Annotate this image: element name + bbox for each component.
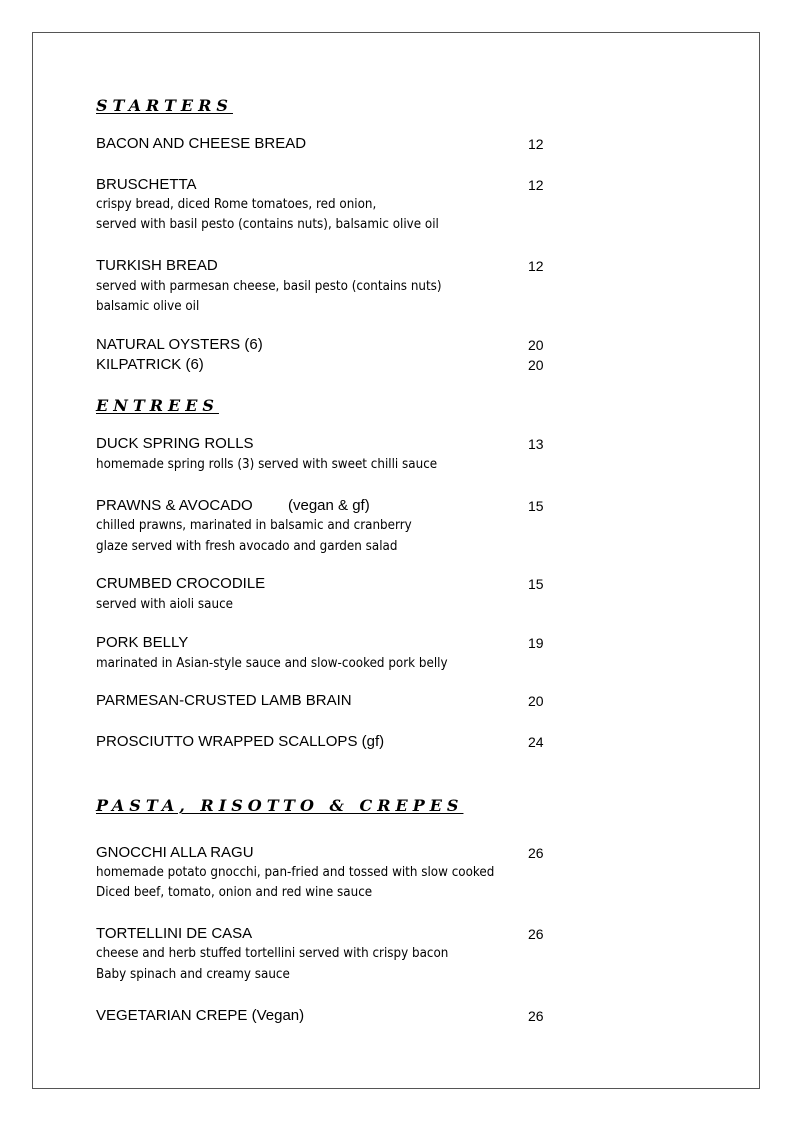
menu-item-price: 26 [528,845,544,861]
menu-item-description: chilled prawns, marinated in balsamic and cranberry [96,518,412,533]
menu-item-name: BRUSCHETTA [96,176,197,193]
menu-item-description: crispy bread, diced Rome tomatoes, red onion, [96,197,377,212]
menu-item-name: DUCK SPRING ROLLS [96,435,254,452]
section-heading-starters: STARTERS [96,96,233,115]
menu-item-price: 13 [528,436,544,452]
menu-item-price: 20 [528,357,544,373]
menu-item-name: TORTELLINI DE CASA [96,925,253,942]
menu-item-description: Diced beef, tomato, onion and red wine sauce [96,885,373,900]
menu-item-description: marinated in Asian-style sauce and slow-cooked pork belly [96,656,448,671]
menu-item-name: NATURAL OYSTERS (6) [96,336,263,353]
menu-item-dietary-tag: (vegan & gf) [288,497,370,514]
menu-item-description: cheese and herb stuffed tortellini served with crispy bacon [96,946,449,961]
menu-item-name: KILPATRICK (6) [96,356,204,373]
menu-item-name: PORK BELLY [96,634,189,651]
menu-item-name: PARMESAN-CRUSTED LAMB BRAIN [96,692,352,709]
menu-item-description: homemade spring rolls (3) served with sweet chilli sauce [96,457,438,472]
menu-item-name: VEGETARIAN CREPE (Vegan) [96,1007,305,1024]
menu-item-name: GNOCCHI ALLA RAGU [96,844,254,861]
menu-item-price: 15 [528,498,544,514]
section-heading-pasta-risotto-crepes: PASTA, RISOTTO & CREPES [96,796,464,815]
menu-item-description: balsamic olive oil [96,299,200,314]
section-heading-entrees: ENTREES [96,396,219,415]
menu-item-price: 20 [528,693,544,709]
menu-item-description: glaze served with fresh avocado and garden salad [96,539,398,554]
menu-item-price: 26 [528,1008,544,1024]
menu-item-name: TURKISH BREAD [96,257,218,274]
menu-item-description: served with aioli sauce [96,597,234,612]
menu-item-price: 12 [528,136,544,152]
menu-item-price: 26 [528,926,544,942]
menu-item-price: 24 [528,734,544,750]
menu-item-price: 19 [528,635,544,651]
menu-item-description: homemade potato gnocchi, pan-fried and tossed with slow cooked [96,865,495,880]
menu-item-price: 12 [528,258,544,274]
menu-item-price: 12 [528,177,544,193]
menu-item-price: 15 [528,576,544,592]
menu-item-name: PRAWNS & AVOCADO [96,497,253,514]
menu-item-description: Baby spinach and creamy sauce [96,967,290,982]
menu-item-name: CRUMBED CROCODILE [96,575,266,592]
menu-item-price: 20 [528,337,544,353]
menu-item-description: served with parmesan cheese, basil pesto (contains nuts) [96,279,442,294]
menu-item-description: served with basil pesto (contains nuts), balsamic olive oil [96,217,439,232]
menu-item-name: PROSCIUTTO WRAPPED SCALLOPS (gf) [96,733,385,750]
menu-item-name: BACON AND CHEESE BREAD [96,135,307,152]
